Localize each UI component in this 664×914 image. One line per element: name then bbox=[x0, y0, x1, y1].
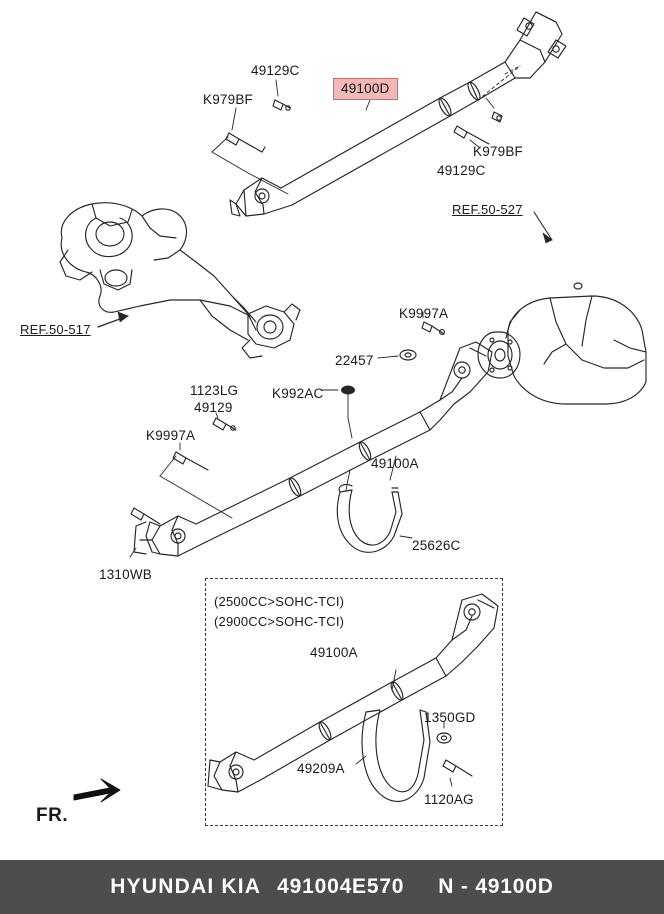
label-k9997a-left: K9997A bbox=[146, 428, 196, 443]
footer-bar bbox=[0, 860, 664, 914]
label-inset-note-2: (2900CC>SOHC-TCI) bbox=[214, 614, 345, 629]
label-1123lg: 1123LG bbox=[190, 383, 239, 398]
label-ref-50-517[interactable]: REF.50-517 bbox=[20, 322, 91, 337]
label-ref-50-527[interactable]: REF.50-527 bbox=[452, 202, 523, 217]
label-k9997a-top: K9997A bbox=[399, 306, 449, 321]
label-49209a: 49209A bbox=[297, 761, 345, 776]
label-1350gd: 1350GD bbox=[424, 710, 476, 725]
label-49100a-inset: 49100A bbox=[310, 645, 358, 660]
label-22457: 22457 bbox=[335, 353, 374, 368]
label-inset-note-1: (2500CC>SOHC-TCI) bbox=[214, 594, 345, 609]
front-direction-label: FR. bbox=[36, 805, 69, 826]
label-49129: 49129 bbox=[194, 400, 233, 415]
label-k992ac: K992AC bbox=[272, 386, 324, 401]
label-1120ag: 1120AG bbox=[424, 792, 474, 807]
label-49100a-middle: 49100A bbox=[371, 456, 419, 471]
part-number-label: 491004E570 bbox=[277, 875, 405, 898]
label-25626c: 25626C bbox=[412, 538, 461, 553]
alt-part-label: N - 49100D bbox=[438, 875, 554, 898]
brand-label: HYUNDAI KIA bbox=[110, 875, 262, 898]
label-49129c-top: 49129C bbox=[251, 63, 300, 78]
label-1310wb: 1310WB bbox=[99, 567, 152, 582]
label-k979bf-right: K979BF bbox=[473, 144, 523, 159]
label-49129c-right: 49129C bbox=[437, 163, 486, 178]
label-49100d-highlight[interactable]: 49100D bbox=[333, 78, 398, 100]
label-k979bf-top: K979BF bbox=[203, 92, 253, 107]
